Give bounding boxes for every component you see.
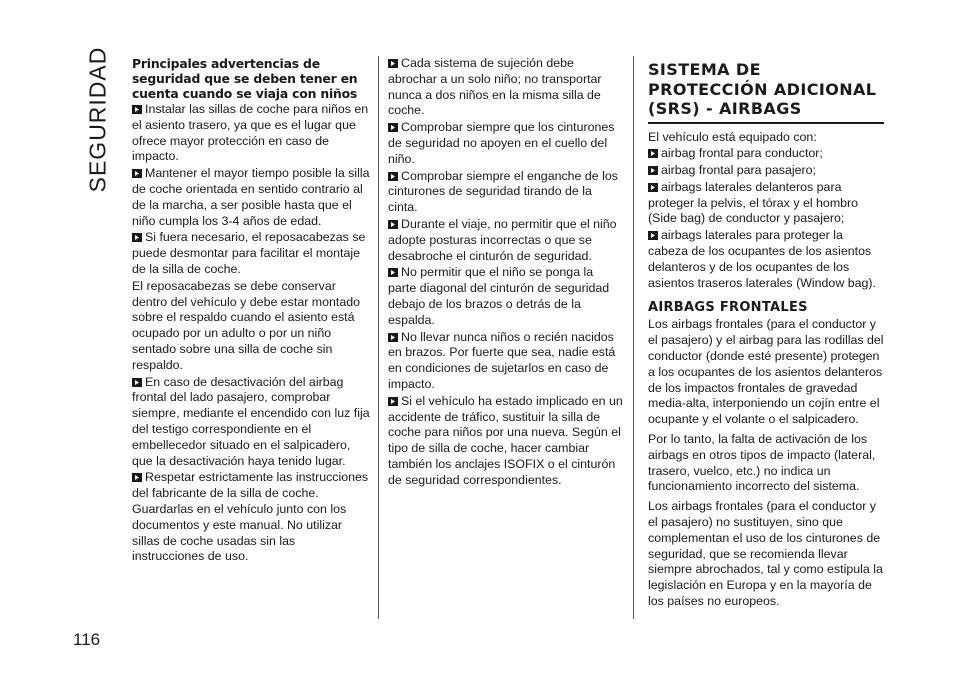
column-divider-2: [633, 56, 634, 619]
bullet-text: Comprobar siempre que los cinturones de seguridad no apoyen en el cuello del niño.: [388, 120, 615, 166]
bullet-text: Cada sistema de sujeción debe abrochar a un solo niño; no transportar nunca a dos niños en la misma silla de coche.: [388, 56, 602, 118]
bullet-item: [132, 102, 370, 165]
bullet-item: [388, 217, 624, 264]
bullet-text: airbag frontal para conductor;: [661, 146, 823, 161]
body-paragraph: Por lo tanto, la falta de activación de los airbags en otros tipos de impacto (lateral, trasero, vuelco, etc.) no indica un funcionamiento incorrecto del sistema.: [648, 432, 876, 494]
bullet-item: [388, 265, 624, 328]
subsection-title: AIRBAGS FRONTALES: [648, 300, 808, 316]
bullet-arrow-icon: [132, 378, 142, 387]
side-section-title: [72, 46, 124, 192]
bullet-text: Si fuera necesario, el reposacabezas se puede desmontar para facilitar el montaje de la silla de coche.: [132, 230, 366, 276]
bullet-arrow-icon: [132, 105, 142, 114]
headrest-paragraph: El reposacabezas se debe conservar dentro del vehículo y debe estar montado sobre el respaldo cuando el asiento está ocupado por un adulto o por un niño sentado sobre una silla de coche sin respaldo.: [132, 278, 360, 372]
bullet-arrow-icon: [132, 473, 142, 482]
bullet-arrow-icon: [388, 397, 398, 406]
bullet-item: [388, 330, 624, 393]
bullet-text: En caso de desactivación del airbag frontal del lado pasajero, comprobar siempre, mediante el encendido con luz fija del testigo correspondiente en el embellecedor situado en el salpicadero, que la desactivación haya tenido lugar.: [132, 374, 370, 468]
bullet-item: [388, 169, 624, 216]
bullet-item: [132, 375, 370, 470]
bullet-arrow-icon: [388, 220, 398, 229]
bullet-text: No permitir que el niño se ponga la parte diagonal del cinturón de seguridad debajo de los brazos o detrás de la espalda.: [388, 265, 610, 327]
bullet-text: Durante el viaje, no permitir que el niño adopte posturas incorrectas o que se desabroche el cinturón de seguridad.: [388, 216, 617, 263]
bullet-text: airbags laterales para proteger la cabeza de los ocupantes de los asientos delanteros y de los ocupantes de los asientos traseros laterales (Window bag).: [648, 228, 876, 290]
bullet-text: airbags laterales delanteros para proteger la pelvis, el tórax y el hombro (Side bag) de conductor y pasajero;: [648, 179, 859, 226]
bullet-arrow-icon: [388, 333, 398, 342]
bullet-text: Instalar las sillas de coche para niños en el asiento trasero, ya que es el lugar que ofrece mayor protección en caso de impacto.: [132, 102, 369, 164]
bullet-text: airbag frontal para pasajero;: [661, 163, 816, 178]
bullet-arrow-icon: [388, 123, 398, 132]
bullet-arrow-icon: [388, 59, 398, 68]
bullet-item: [132, 470, 370, 565]
bullet-arrow-icon: [648, 183, 658, 192]
bullet-item: [388, 394, 624, 489]
body-paragraph: Los airbags frontales (para el conductor y el pasajero) y el airbag para las rodillas del conductor (donde esté presente) protegen a los ocupantes de los asientos delanteros de los impactos frontales de gravedad media-alta, interponiendo un cojín entre el ocupante y el volante o el salpicadero.: [648, 317, 884, 427]
warnings-heading: Principales advertencias de seguridad que se deben tener en cuenta cuando se viaja con niños: [132, 56, 358, 101]
page-number: 116: [73, 630, 101, 649]
column-1: [132, 56, 370, 566]
bullet-item: [648, 228, 884, 291]
bullet-arrow-icon: [648, 149, 658, 158]
body-paragraph: Los airbags frontales (para el conductor y el pasajero) no sustituyen, sino que complementan el uso de los cinturones de seguridad, que se recomienda llevar siempre abrochados, tal y como estipula la legislación en Europa y en la mayoría de los países no europeos.: [648, 499, 883, 609]
side-section-title-text: SEGURIDAD: [84, 46, 111, 192]
column-2: [388, 56, 624, 490]
bullet-item: [388, 56, 624, 119]
bullet-text: Mantener el mayor tiempo posible la silla de coche orientada en sentido contrario al de la marcha, a ser posible hasta que el niño cumpla los 3-4 años de edad.: [132, 166, 370, 228]
bullet-arrow-icon: [648, 231, 658, 240]
column-divider-1: [378, 56, 379, 619]
column-3: [648, 60, 884, 611]
bullet-text: No llevar nunca niños o recién nacidos en brazos. Por fuerte que sea, nadie está en condiciones de sujetarlos en caso de impacto.: [388, 329, 616, 391]
intro-text: El vehículo está equipado con:: [648, 129, 817, 144]
bullet-item: [648, 146, 884, 162]
bullet-arrow-icon: [648, 166, 658, 175]
bullet-arrow-icon: [132, 169, 142, 178]
bullet-arrow-icon: [388, 172, 398, 181]
bullet-item: [132, 230, 370, 277]
bullet-arrow-icon: [132, 233, 142, 242]
bullet-item: [648, 163, 884, 179]
bullet-text: Respetar estrictamente las instrucciones del fabricante de la silla de coche. Guardarlas en el vehículo junto con los documentos y este manual. No utilizar sillas de coche usadas sin las instrucciones de uso.: [132, 470, 369, 564]
bullet-text: Comprobar siempre el enganche de los cinturones de seguridad tirando de la cinta.: [388, 168, 618, 215]
section-title: SISTEMA DE PROTECCIÓN ADICIONAL (SRS) - AIRBAGS: [648, 60, 884, 124]
bullet-item: [132, 166, 370, 229]
bullet-item: [648, 180, 884, 227]
bullet-text: Si el vehículo ha estado implicado en un accidente de tráfico, sustituir la silla de coche para niños por una nueva. Según el tipo de silla de coche, hacer cambiar también los anclajes ISOFIX o el cinturón de seguridad correspondientes.: [388, 393, 623, 487]
bullet-arrow-icon: [388, 268, 398, 277]
bullet-item: [388, 120, 624, 167]
